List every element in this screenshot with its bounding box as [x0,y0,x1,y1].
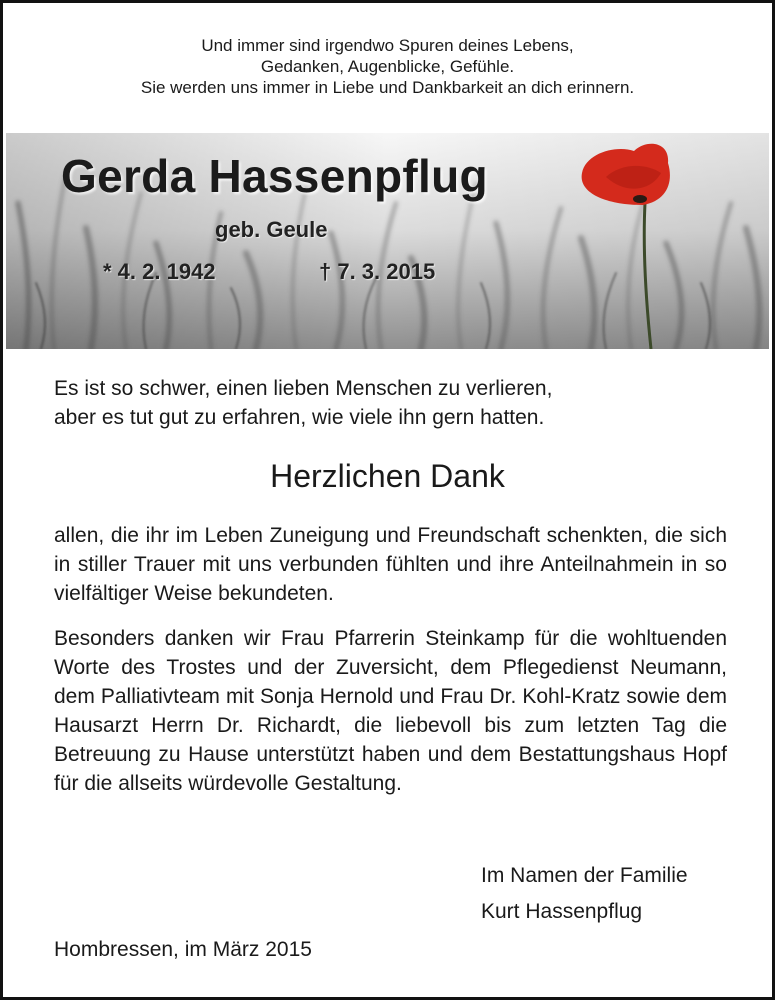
intro-text [54,374,552,432]
verse-line: Sie werden uns immer in Liebe und Dankbarkeit an dich erinnern. [140,78,635,97]
signature-line: Im Namen der Familie [481,864,688,887]
signature [481,858,688,930]
thanks-paragraph: allen, die ihr im Leben Zuneigung und Freundschaft schenkten, die sich in stiller Trauer mit uns verbunden fühlten und ihre Anteilnahmein in so vielfältiger Weise bekundeten. [54,524,727,605]
intro-line: aber es tut gut zu erfahren, wie viele ihn gern hatten. [54,406,545,429]
thanks-heading: Herzlichen Dank [270,458,505,494]
intro-line: Es ist so schwer, einen lieben Menschen zu verlieren, [54,377,553,400]
place-date: Hombressen, im März 2015 [54,938,312,961]
opening-verse [3,35,772,98]
verse-line: Und immer sind irgendwo Spuren deines Lebens, [201,36,574,55]
verse-line: Gedanken, Augenblicke, Gefühle. [260,57,515,76]
deceased-name: Gerda Hassenpflug [61,150,488,202]
maiden-name: geb. Geule [215,217,328,242]
special-thanks-paragraph: Besonders danken wir Frau Pfarrerin Steinkamp für die wohltuenden Worte des Trostes und der Zuversicht, dem Pflegedienst Neumann, dem Palliativteam mit Sonja Hernold und Frau Dr. Kohl-Kratz sowie dem Hausarzt Herrn Dr. Richardt, die liebevoll bis zum letzten Tag die Betreuung zu Hause unterstützt haben und dem Bestattungshaus Hopf für die allseits würdevolle Gestaltung. [54,627,727,795]
signature-name: Kurt Hassenpflug [481,900,643,923]
birth-date: * 4. 2. 1942 [103,259,216,284]
death-date: † 7. 3. 2015 [319,259,436,284]
